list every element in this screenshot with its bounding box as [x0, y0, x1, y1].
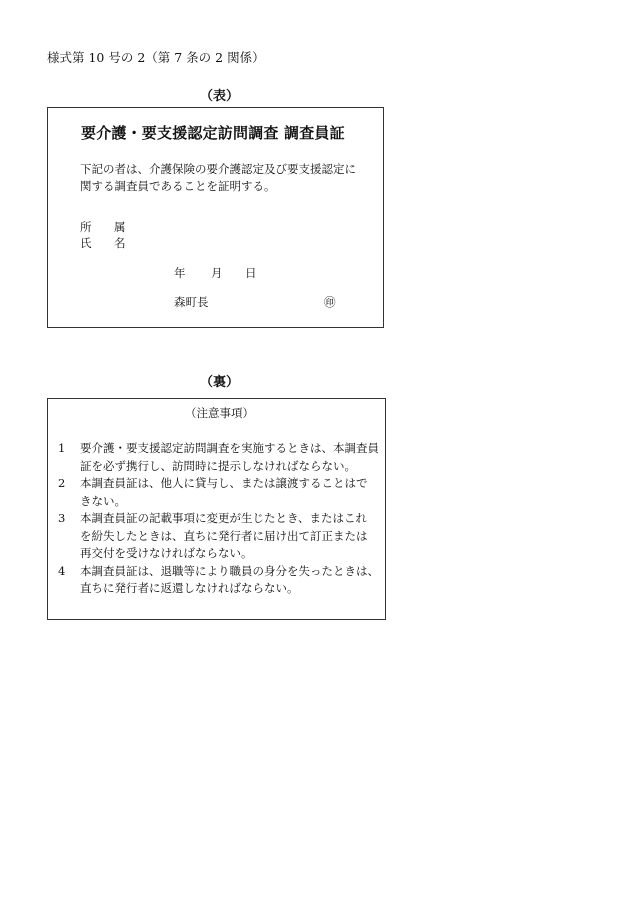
notes-list — [58, 440, 380, 598]
front-side-label: （表） — [200, 89, 240, 104]
note-item — [58, 440, 380, 475]
note-text: 本調査員証は、他人に貸与し、または譲渡することはで きない。 — [80, 476, 368, 508]
id-card-back — [47, 398, 386, 620]
seal-mark: ㊞ — [324, 295, 336, 309]
form-number: 様式第 10 号の 2（第 7 条の 2 関係） — [47, 50, 265, 65]
note-item — [58, 563, 380, 598]
statement-line: 下記の者は、介護保険の要介護認定及び要支援認定に — [80, 162, 356, 176]
card-title: 要介護・要支援認定訪問調査 調査員証 — [81, 124, 345, 142]
affiliation-label: 所 属 — [80, 220, 126, 234]
back-side-label: （裏） — [200, 375, 240, 390]
note-number: 4 — [58, 563, 66, 578]
statement-line: 関する調査員であることを証明する。 — [80, 179, 276, 193]
id-card-front — [47, 107, 384, 328]
issue-date — [174, 265, 257, 281]
date-month-label: 月 — [211, 266, 223, 280]
notes-heading: （注意事項） — [185, 406, 254, 420]
note-number: 1 — [58, 441, 66, 455]
note-number: 3 — [58, 511, 66, 525]
name-label: 氏 名 — [80, 236, 126, 250]
note-text: 本調査員証は、退職等により職員の身分を失ったときは、 直ちに発行者に返還しなければならない。 — [80, 563, 379, 595]
certification-statement — [80, 161, 370, 195]
date-year-label: 年 — [174, 266, 186, 280]
note-item — [58, 510, 380, 563]
note-text: 要介護・要支援認定訪問調査を実施するときは、本調査員 証を必ず携行し、訪問時に提示しなければならない。 — [80, 441, 379, 473]
date-day-label: 日 — [245, 266, 257, 280]
note-item — [58, 475, 380, 510]
issuer-name: 森町長 — [174, 295, 209, 309]
note-text: 本調査員証の記載事項に変更が生じたとき、またはこれ を紛失したときは、直ちに発行者に届け出て訂正または 再交付を受けなければならない。 — [80, 511, 368, 560]
note-number: 2 — [58, 476, 66, 490]
